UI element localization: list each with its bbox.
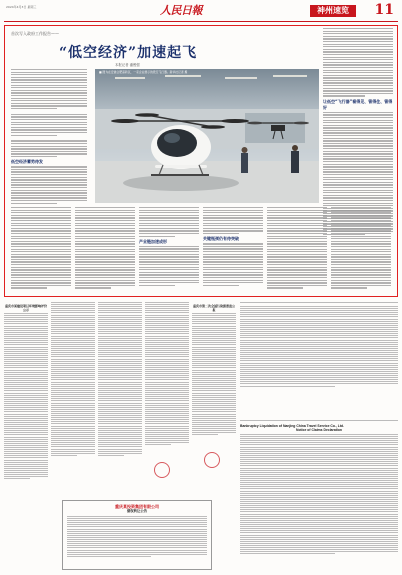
article-headline: “低空经济”加速起飞: [59, 45, 198, 61]
subheading-1: 低空经济蓄势待发: [11, 159, 43, 165]
article-byline: 本报记者 潘俊强: [115, 63, 140, 67]
article-body-columns: [11, 207, 393, 293]
bottom-notice-title: 重庆某投资集团有限公司: [115, 504, 159, 509]
subheading-2: 产业链加速成形: [139, 238, 167, 244]
page-number: 11: [374, 2, 394, 18]
english-notice-title: Bankruptcy Liquidation of Nanjing China Travel Service Co., Ltd.: [240, 424, 344, 428]
bottom-notice-subtitle: 债权转让公告: [126, 509, 148, 513]
subheading-3: 关键瓶颈仍有待突破: [203, 236, 239, 242]
masthead-rule: [4, 21, 398, 22]
english-notice: [240, 420, 398, 554]
masthead: [4, 2, 398, 24]
feature-photo: [95, 69, 319, 203]
lead-column: [11, 69, 87, 204]
notice-title-1: 重庆市某建设项目环境影响评价公示: [4, 304, 47, 312]
english-notice-subtitle: Notice of Claims Declaration: [296, 428, 342, 432]
right-column: [323, 28, 393, 235]
feature-article: [4, 25, 398, 297]
article-kicker: 首次写入政府工作报告——: [11, 31, 59, 36]
evtol-photo-illustration: [95, 69, 319, 203]
bottom-notice-box: [62, 500, 212, 570]
section-label: 神州速览: [310, 5, 356, 17]
right-subheading: 让低空“飞行器”看得见、管得住、管得好: [323, 98, 393, 110]
red-seal-stamp: [154, 462, 170, 478]
lead-text: [11, 69, 87, 157]
newspaper-logo: 人民日報: [160, 4, 202, 17]
issue-date: 2024年4月3日 星期三: [6, 5, 37, 9]
right-notices-area: [240, 302, 398, 570]
notice-title-2: 重庆市第二次全国污染源普查公报: [192, 304, 235, 312]
photo-caption: ■ 图为在安徽合肥高新区，一家企业展示的低空飞行器。新华社记者 摄: [99, 70, 188, 74]
notice-box-upper: [240, 302, 398, 387]
red-seal-stamp: [204, 452, 220, 468]
